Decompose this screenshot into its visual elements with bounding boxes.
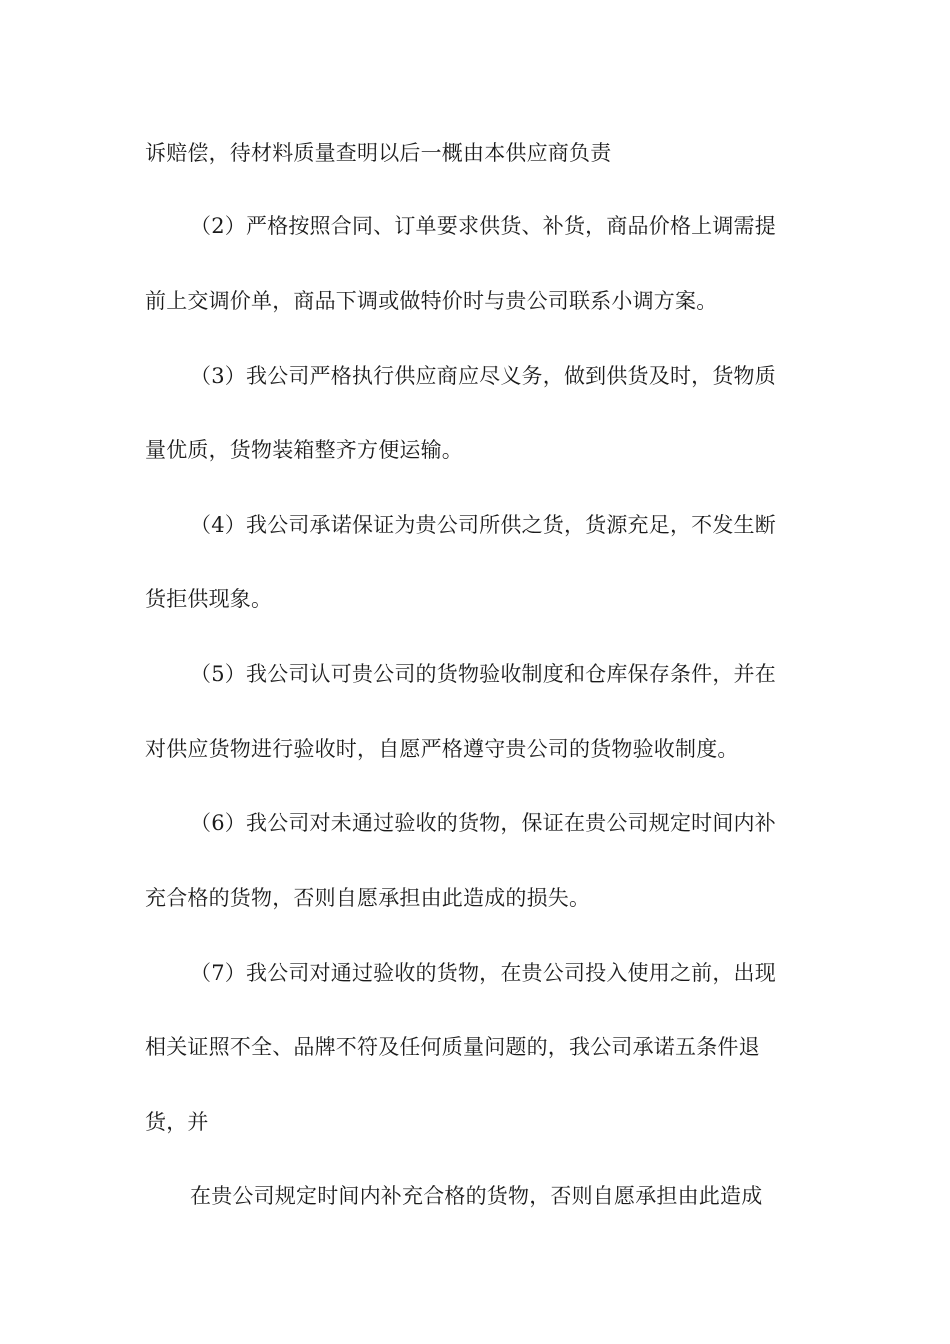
text-line: （7）我公司对通过验收的货物，在贵公司投入使用之前，出现	[190, 961, 776, 985]
text-line: 量优质，货物装箱整齐方便运输。	[145, 438, 463, 462]
text-line: 货，并	[145, 1110, 209, 1134]
text-line: 货拒供现象。	[145, 587, 273, 611]
text-line: 在贵公司规定时间内补充合格的货物，否则自愿承担由此造成	[190, 1184, 763, 1208]
text-line: 相关证照不全、品牌不符及任何质量问题的，我公司承诺五条件退	[145, 1035, 760, 1059]
text-line: 诉赔偿，待材料质量查明以后一概由本供应商负责	[145, 141, 612, 165]
text-line: 前上交调价单，商品下调或做特价时与贵公司联系小调方案。	[145, 289, 718, 313]
text-line: （4）我公司承诺保证为贵公司所供之货，货源充足，不发生断	[190, 513, 776, 537]
text-line: （5）我公司认可贵公司的货物验收制度和仓库保存条件，并在	[190, 662, 776, 686]
text-line: （6）我公司对未通过验收的货物，保证在贵公司规定时间内补	[190, 811, 776, 835]
text-line: 充合格的货物，否则自愿承担由此造成的损失。	[145, 886, 591, 910]
text-line: 对供应货物进行验收时，自愿严格遵守贵公司的货物验收制度。	[145, 737, 739, 761]
text-line: （2）严格按照合同、订单要求供货、补货，商品价格上调需提	[190, 214, 776, 238]
text-line: （3）我公司严格执行供应商应尽义务，做到供货及时，货物质	[190, 364, 776, 388]
